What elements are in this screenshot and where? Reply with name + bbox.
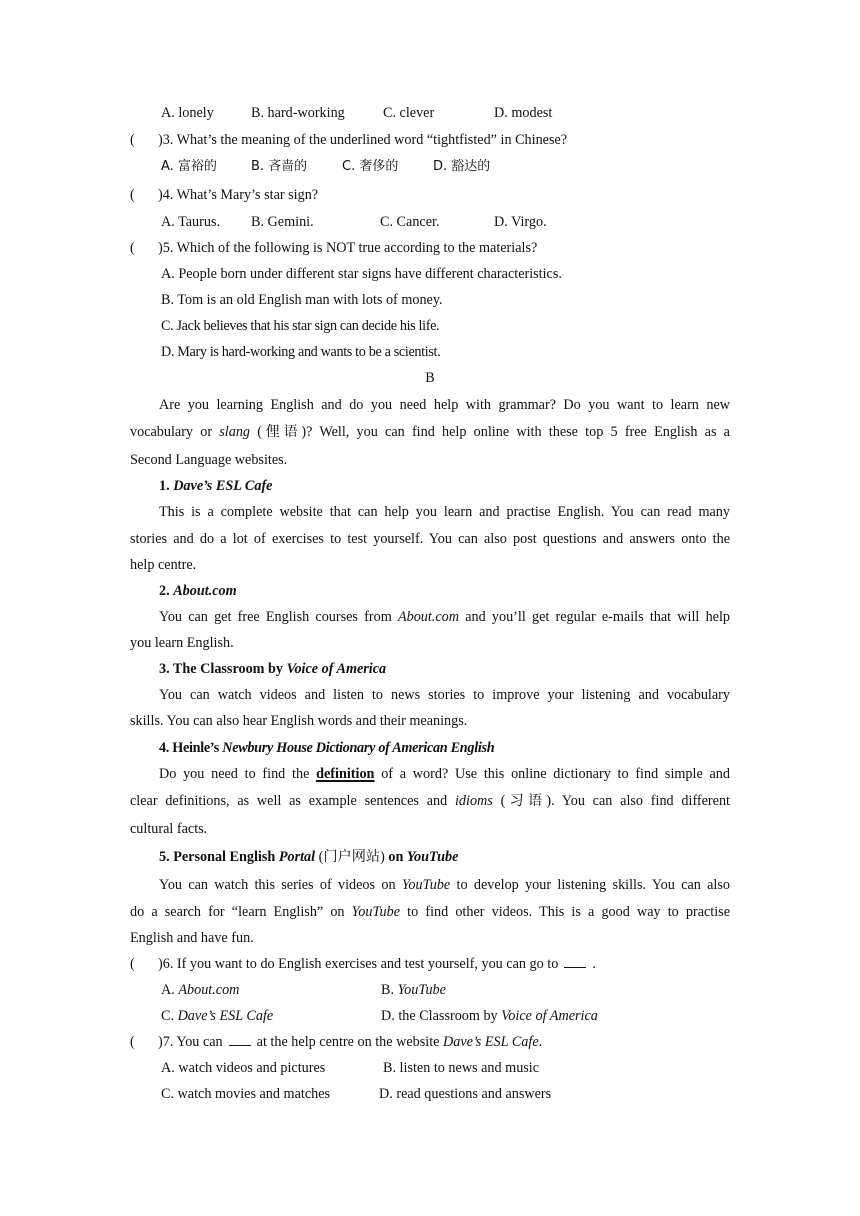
q7-option-b: B. listen to news and music bbox=[383, 1060, 540, 1076]
underlined-word-definition: definition bbox=[316, 766, 375, 782]
site-2-line-2: you learn English. bbox=[130, 635, 234, 651]
q6-option-c: C. Dave’s ESL Cafe bbox=[161, 1008, 274, 1024]
site-4-heading: 4. Heinle’s Newbury House Dictionary of American English bbox=[159, 740, 495, 756]
q3-option-d: D. 豁达的 bbox=[433, 159, 491, 174]
site-3-line-2: skills. You can also hear English words and their meanings. bbox=[130, 713, 468, 729]
intro-line-3: Second Language websites. bbox=[130, 452, 288, 468]
q3-option-a: A. 富裕的 bbox=[161, 159, 217, 174]
site-5-line-2: do a search for “learn English” on YouTube to find other videos. This is a good way to practise bbox=[130, 904, 730, 920]
q6-option-a: A. About.com bbox=[161, 982, 240, 998]
q2-option-c: C. clever bbox=[383, 105, 435, 121]
site-4-line-1: Do you need to find the definition of a word? Use this online dictionary to find simple and bbox=[159, 766, 730, 782]
q5-option-d: D. Mary is hard-working and wants to be a scientist. bbox=[161, 344, 441, 360]
site-4-line-3: cultural facts. bbox=[130, 821, 208, 837]
answer-blank bbox=[229, 1033, 251, 1046]
site-1-heading: 1. Dave’s ESL Cafe bbox=[159, 478, 273, 494]
site-3-line-1: You can watch videos and listen to news stories to improve your listening and vocabulary bbox=[159, 687, 730, 703]
site-5-line-1: You can watch this series of videos on YouTube to develop your listening skills. You can also bbox=[159, 877, 730, 893]
question-4: ( )4. What’s Mary’s star sign? bbox=[130, 187, 319, 203]
q6-option-d: D. the Classroom by Voice of America bbox=[381, 1008, 598, 1024]
site-2-heading: 2. About.com bbox=[159, 583, 237, 599]
site-5-heading: 5. Personal English Portal (门户网站) on YouTube bbox=[159, 849, 459, 865]
q4-option-d: D. Virgo. bbox=[494, 214, 547, 230]
q7-option-d: D. read questions and answers bbox=[379, 1086, 552, 1102]
q2-option-b: B. hard-working bbox=[251, 105, 345, 121]
question-5: ( )5. Which of the following is NOT true according to the materials? bbox=[130, 240, 538, 256]
q5-option-c: C. Jack believes that his star sign can decide his life. bbox=[161, 318, 440, 334]
site-1-line-1: This is a complete website that can help you learn and practise English. You can read many bbox=[159, 504, 730, 520]
site-2-line-1: You can get free English courses from About.com and you’ll get regular e-mails that will help bbox=[159, 609, 730, 625]
intro-line-1: Are you learning English and do you need help with grammar? Do you want to learn new bbox=[159, 397, 730, 413]
q7-option-c: C. watch movies and matches bbox=[161, 1086, 331, 1102]
q2-option-a: A. lonely bbox=[161, 105, 214, 121]
q4-option-c: C. Cancer. bbox=[380, 214, 440, 230]
question-7: ( )7. You can at the help centre on the website Dave’s ESL Cafe. bbox=[130, 1034, 543, 1050]
section-heading-b: B bbox=[425, 370, 435, 386]
q3-option-c: C. 奢侈的 bbox=[342, 159, 399, 174]
q3-option-b: B. 吝啬的 bbox=[251, 159, 308, 174]
site-1-line-2: stories and do a lot of exercises to test yourself. You can also post questions and answers onto the bbox=[130, 531, 730, 547]
question-3: ( )3. What’s the meaning of the underlined word “tightfisted” in Chinese? bbox=[130, 132, 568, 148]
q4-option-b: B. Gemini. bbox=[251, 214, 314, 230]
q6-option-b: B. YouTube bbox=[381, 982, 446, 998]
q2-option-d: D. modest bbox=[494, 105, 553, 121]
site-3-heading: 3. The Classroom by Voice of America bbox=[159, 661, 387, 677]
intro-line-2: vocabulary or slang (俚语)? Well, you can find help online with these top 5 free English as a bbox=[130, 424, 730, 440]
q5-option-a: A. People born under different star signs have different characteristics. bbox=[161, 266, 562, 282]
answer-blank bbox=[564, 955, 586, 968]
q4-option-a: A. Taurus. bbox=[161, 214, 221, 230]
site-1-line-3: help centre. bbox=[130, 557, 197, 573]
site-4-line-2: clear definitions, as well as example sentences and idioms (习语). You can also find different bbox=[130, 793, 730, 809]
site-5-line-3: English and have fun. bbox=[130, 930, 254, 946]
q5-option-b: B. Tom is an old English man with lots of money. bbox=[161, 292, 443, 308]
question-6: ( )6. If you want to do English exercises and test yourself, you can go to . bbox=[130, 956, 596, 972]
q7-option-a: A. watch videos and pictures bbox=[161, 1060, 326, 1076]
